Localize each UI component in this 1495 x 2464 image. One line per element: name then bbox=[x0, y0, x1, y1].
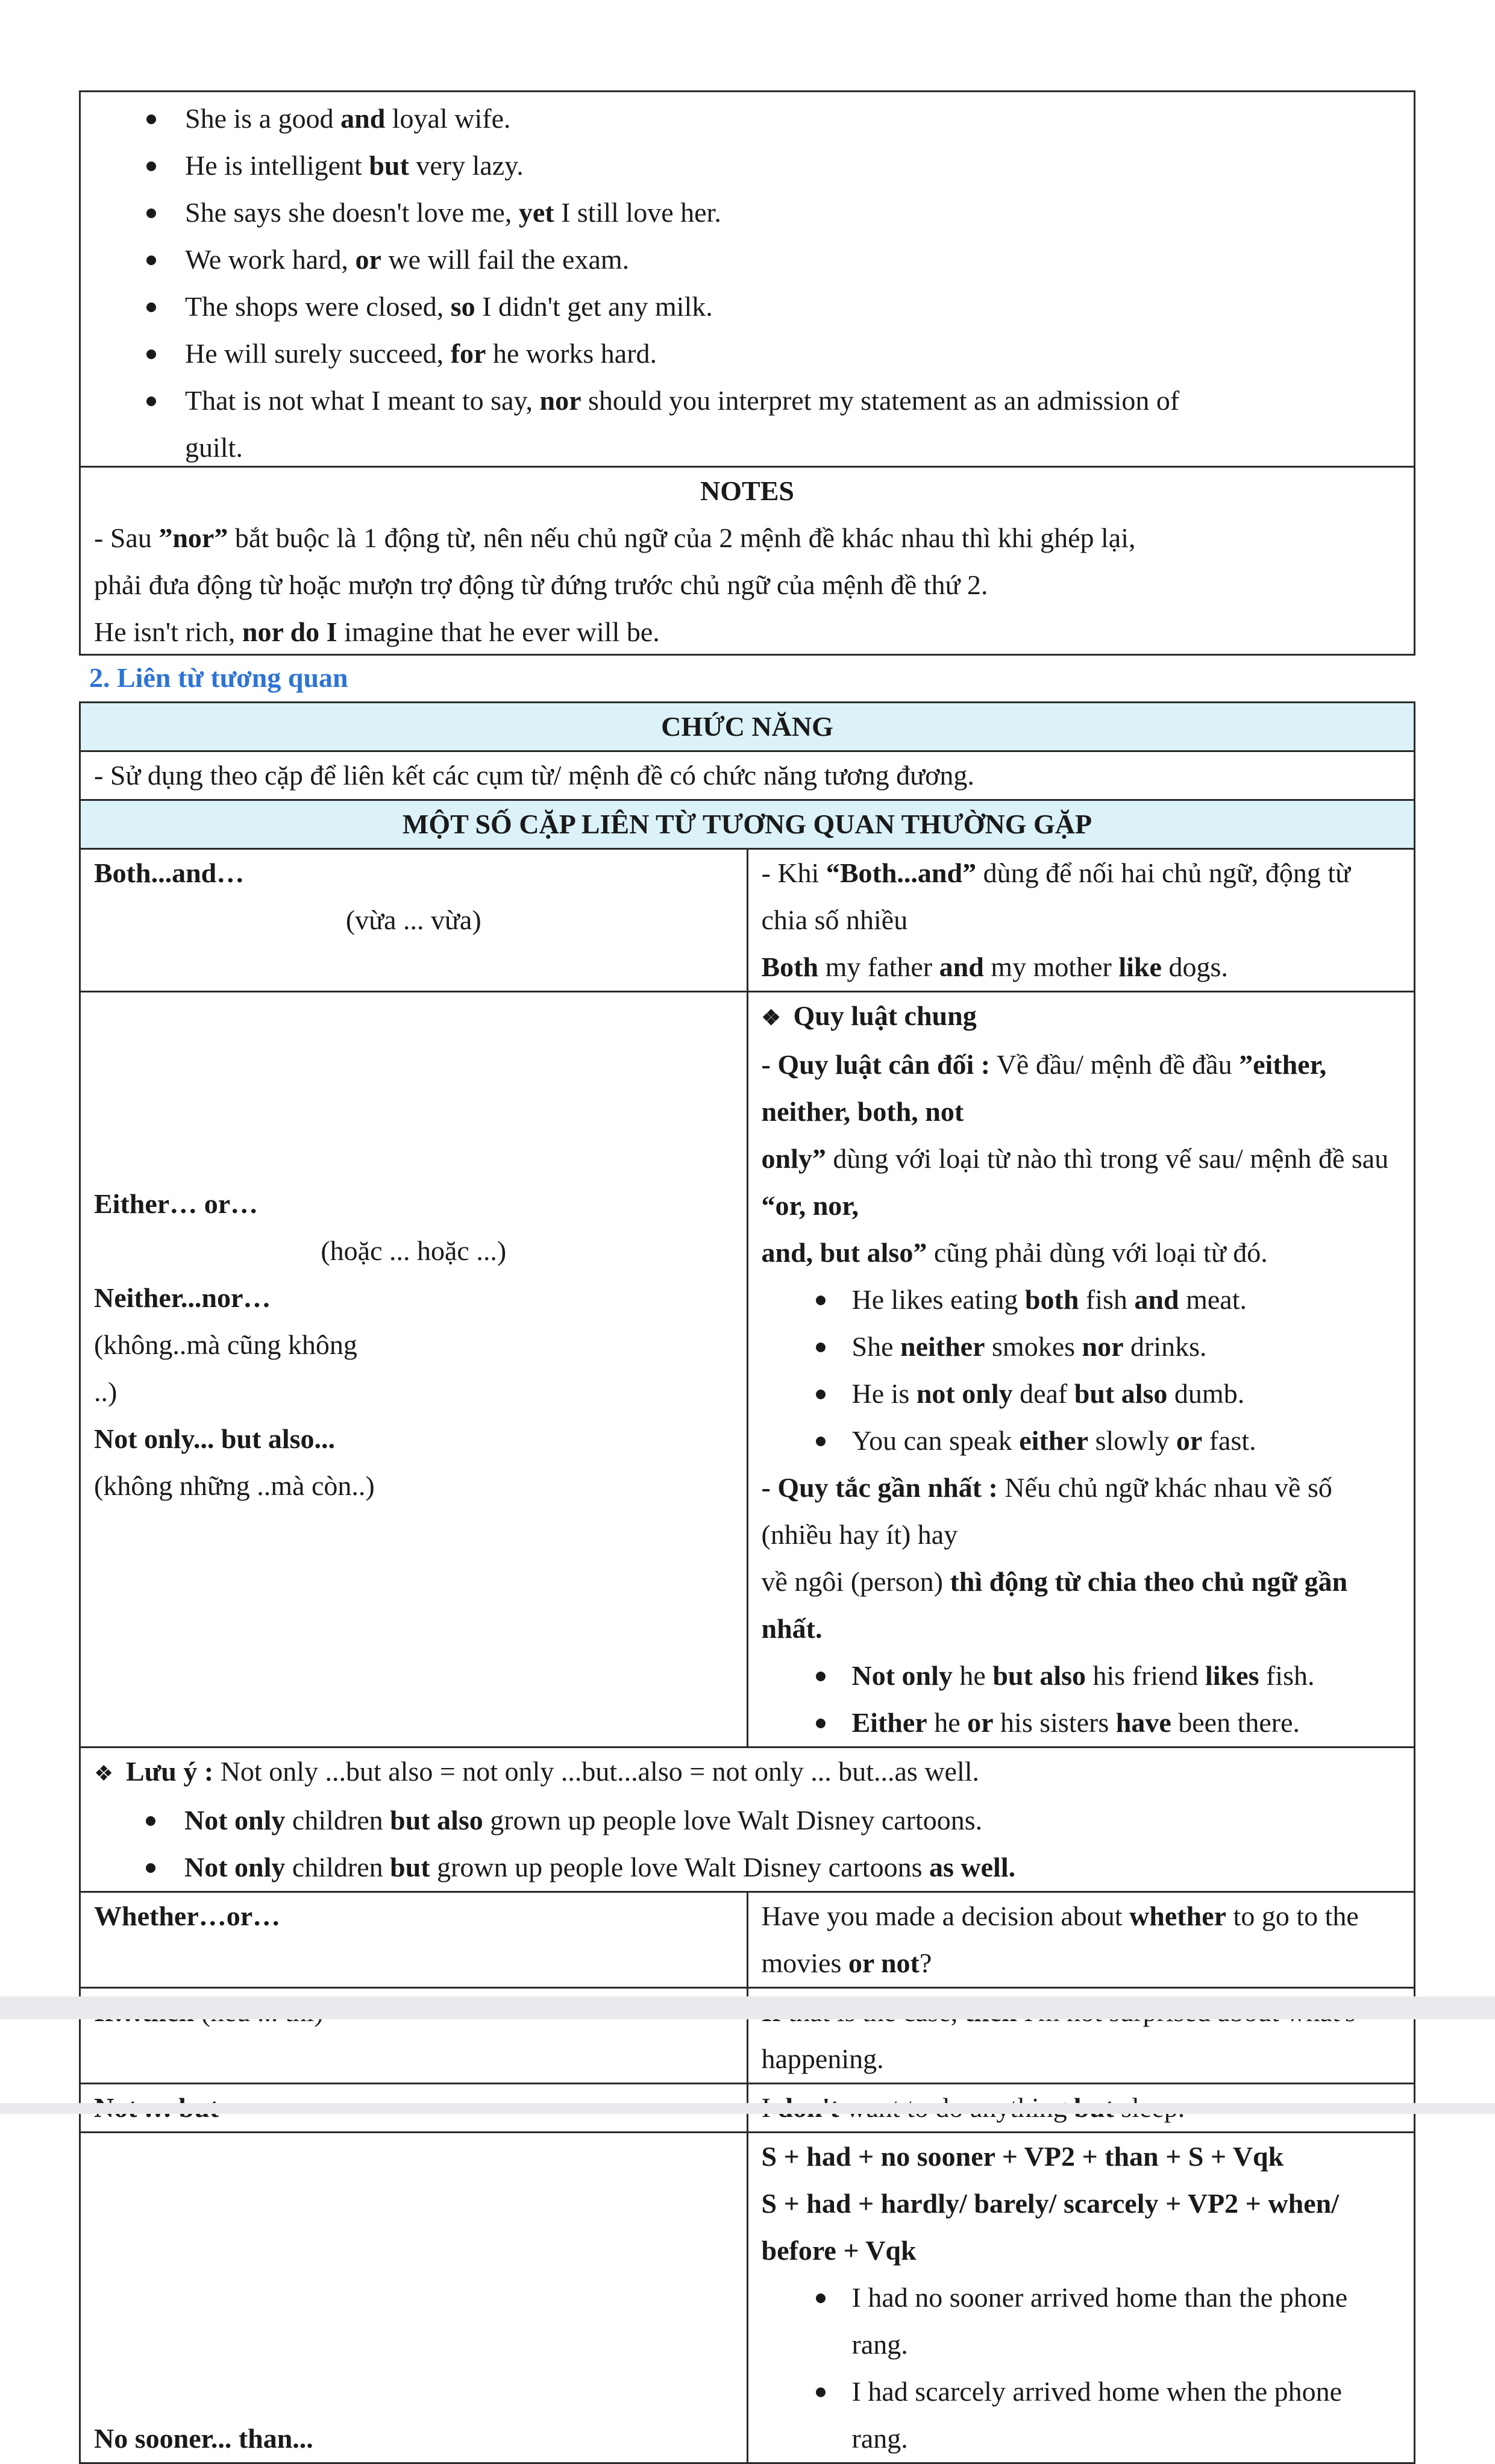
table-row bbox=[80, 751, 1415, 800]
bullet-icon bbox=[816, 2387, 826, 2397]
list-item: Not only children but grown up people love Walt Disney cartoons as well. bbox=[94, 1844, 1400, 1891]
list-item: Either he or his sisters have been there. bbox=[762, 1699, 1401, 1746]
bullet-icon bbox=[816, 1437, 826, 1446]
term-cell: Whether…or… bbox=[80, 1892, 748, 1988]
examples-list bbox=[762, 1276, 1401, 1464]
bullet-icon bbox=[146, 397, 156, 406]
explanation-cell: Have you made a decision about whether to go to the movies or not? bbox=[747, 1892, 1415, 1988]
bullet-icon bbox=[816, 1296, 826, 1305]
function-text: - Sử dụng theo cặp để liên kết các cụm từ/ mệnh đề có chức năng tương đương. bbox=[80, 751, 1415, 800]
list-item: She neither smokes nor drinks. bbox=[762, 1323, 1401, 1370]
list-item: She is a good and loyal wife. bbox=[81, 95, 1414, 142]
bullet-icon bbox=[146, 303, 156, 312]
table-row bbox=[80, 703, 1415, 751]
explanation-cell: S + had + no sooner + VP2 + than + S + Vqk S + had + hardly/ barely/ scarcely + VP2 + when/ before + Vqk I had no sooner arrived home than the phone rang. I had scarcely arrived home when the phone rang. bbox=[747, 2133, 1415, 2463]
bullet-icon bbox=[146, 1816, 155, 1826]
bullet-icon bbox=[146, 161, 156, 171]
bullet-icon bbox=[816, 1672, 826, 1681]
table-row bbox=[80, 800, 1415, 849]
bullet-icon bbox=[146, 255, 156, 265]
bullet-icon bbox=[816, 1719, 826, 1728]
table-row bbox=[80, 849, 1415, 992]
notes-title: NOTES bbox=[700, 475, 794, 506]
list-item: Not only he but also his friend likes fish. bbox=[762, 1652, 1401, 1699]
table-row bbox=[80, 2133, 1415, 2463]
bullet-icon bbox=[146, 114, 156, 124]
page-footer-band bbox=[0, 1996, 1495, 2019]
diamond-bullet-icon: ❖ bbox=[761, 1006, 781, 1030]
list-item: The shops were closed, so I didn't get any milk. bbox=[81, 283, 1414, 330]
bullet-icon bbox=[146, 208, 156, 218]
diamond-bullet-icon: ❖ bbox=[94, 1761, 114, 1785]
notes-line: He isn't rich, nor do I imagine that he ever will be. bbox=[94, 616, 660, 647]
notes-line: phải đưa động từ hoặc mượn trợ động từ đứng trước chủ ngữ của mệnh đề thứ 2. bbox=[94, 569, 988, 600]
correlative-table bbox=[79, 701, 1415, 2464]
table-row bbox=[80, 1748, 1415, 1892]
bullet-icon bbox=[816, 1343, 826, 1352]
note-cell: ❖ Lưu ý : Not only ...but also = not only ...but...also = not only ... but...as well. Not only children but also grown up people love Walt Disney cartoons. Not only children but grown up people love Walt Disney cartoons as well. bbox=[80, 1748, 1415, 1892]
table-row bbox=[80, 1892, 1415, 1988]
list-item: I had scarcely arrived home when the phone rang. bbox=[762, 2368, 1401, 2462]
bullet-icon bbox=[146, 1863, 155, 1873]
term-cell: Both...and… (vừa ... vừa) bbox=[80, 849, 748, 992]
list-item: Not only children but also grown up people love Walt Disney cartoons. bbox=[94, 1797, 1400, 1844]
examples-list bbox=[762, 1652, 1401, 1746]
section-title: 2. Liên từ tương quan bbox=[89, 662, 348, 693]
bullet-icon bbox=[816, 2293, 826, 2303]
function-header: CHỨC NĂNG bbox=[80, 703, 1415, 751]
examples-list bbox=[762, 2274, 1401, 2462]
explanation-cell: happening. bbox=[747, 1988, 1415, 2084]
term-cell: Either… or… (hoặc ... hoặc ...) Neither...nor… (không..mà cũng không ..) Not only... but also... (không những ..mà còn..) bbox=[80, 992, 748, 1748]
list-item: That is not what I meant to say, nor should you interpret my statement as an admission of guilt. bbox=[81, 377, 1414, 471]
rule-title: ❖ Quy luật chung bbox=[762, 992, 1401, 1041]
list-item: I had no sooner arrived home than the phone rang. bbox=[762, 2274, 1401, 2368]
list-item: You can speak either slowly or fast. bbox=[762, 1417, 1401, 1464]
table-row bbox=[80, 992, 1415, 1748]
examples-list bbox=[81, 95, 1414, 471]
pairs-header: MỘT SỐ CẶP LIÊN TỪ TƯƠNG QUAN THƯỜNG GẶP bbox=[80, 800, 1415, 849]
bullet-icon bbox=[816, 1390, 826, 1399]
list-item: He is intelligent but very lazy. bbox=[81, 142, 1414, 189]
explanation-cell: ❖ Quy luật chung - Quy luật cân đối : Về đầu/ mệnh đề đầu ”either, neither, both, not only” dùng với loại từ nào thì trong vế sau/ mệnh đề sau “or, nor, and, but also” cũng phải dùng với loại từ đó. He likes eating both fish and meat. She neither smokes nor drinks. He is not only deaf but also dumb. You can speak either slowly or fast. - Quy tắc gần nhất : Nếu chủ ngữ khác nhau về số (nhiều hay ít) hay về ngôi (person) thì động từ chia theo chủ ngữ gần nhất. Not only he but also his friend likes fish. Either he or his sisters have been there. bbox=[747, 992, 1415, 1748]
examples-cell bbox=[81, 92, 1414, 468]
explanation-cell: - Khi “Both...and” dùng để nối hai chủ ngữ, động từ chia số nhiều Both my father and my mother like dogs. bbox=[747, 849, 1415, 992]
examples-list bbox=[94, 1797, 1400, 1891]
list-item: He likes eating both fish and meat. bbox=[762, 1276, 1401, 1323]
notes-cell bbox=[81, 468, 1414, 656]
coordinating-box bbox=[79, 90, 1415, 656]
bullet-icon bbox=[146, 350, 156, 359]
list-item: She says she doesn't love me, yet I still love her. bbox=[81, 189, 1414, 236]
notes-line: - Sau ”nor” bắt buộc là 1 động từ, nên nếu chủ ngữ của 2 mệnh đề khác nhau thì khi ghép lại, bbox=[94, 522, 1136, 553]
list-item: He is not only deaf but also dumb. bbox=[762, 1370, 1401, 1417]
term-cell: No sooner... than... bbox=[80, 2133, 748, 2463]
list-item: He will surely succeed, for he works hard. bbox=[81, 330, 1414, 377]
list-item: We work hard, or we will fail the exam. bbox=[81, 236, 1414, 283]
page-bottom-band bbox=[0, 2103, 1495, 2114]
